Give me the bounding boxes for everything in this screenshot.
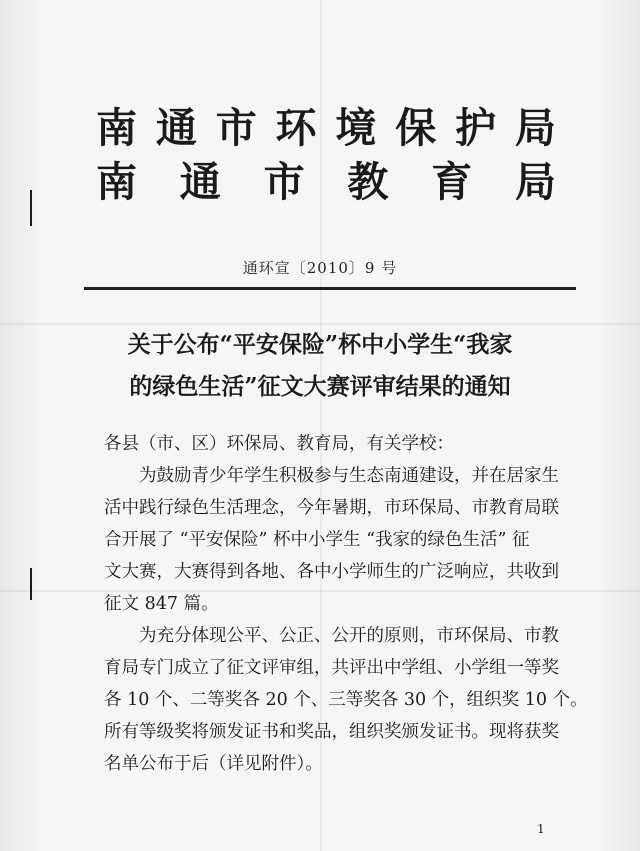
paragraph-2-line: 所有等级奖将颁发证书和奖品，组织奖颁发证书。现将获奖	[104, 722, 559, 742]
paragraph-1-line: 征文 847 篇。	[104, 594, 219, 614]
paragraph-2-line: 为充分体现公平、公正、公开的原则，市环保局、市教	[139, 626, 559, 646]
page-number: 1	[537, 822, 545, 836]
paragraph-2-line: 名单公布于后（详见附件）。	[104, 754, 323, 774]
binding-hole-mark	[30, 190, 32, 226]
binding-hole-mark	[30, 568, 32, 600]
letterhead-char: 局	[514, 158, 556, 206]
letterhead-char: 南	[96, 104, 137, 152]
letterhead-char: 保	[395, 104, 437, 152]
letterhead-char: 境	[335, 104, 377, 152]
document-number: 通环宣〔2010〕9 号	[242, 259, 398, 277]
letterhead-char: 通	[155, 104, 197, 152]
letterhead-char: 通	[179, 158, 221, 206]
paragraph-1-line: 文大赛，大赛得到各地、各中小学师生的广泛响应，共收到	[104, 562, 559, 582]
letterhead-char: 教	[347, 158, 389, 206]
paragraph-2-line: 育局专门成立了征文评审组，共评出中学组、小学组一等奖	[104, 658, 559, 678]
letterhead-char: 市	[215, 104, 257, 152]
paragraph-2-line: 各 10 个、二等奖各 20 个、三等奖各 30 个，组织奖 10 个。	[104, 690, 588, 710]
paragraph-1-line: 活中践行绿色生活理念，今年暑期，市环保局、市教育局联	[104, 498, 559, 518]
letterhead-char: 护	[455, 104, 497, 152]
letterhead-char: 环	[275, 104, 317, 152]
header-divider	[84, 287, 576, 290]
letterhead-char: 局	[514, 104, 556, 152]
letterhead-char: 市	[263, 158, 305, 206]
letterhead-char: 育	[431, 158, 473, 206]
notice-title-line-1: 关于公布“平安保险”杯中小学生“我家	[127, 331, 513, 358]
letterhead-char: 南	[96, 158, 137, 206]
paragraph-1-line: 为鼓励青少年学生积极参与生态南通建设，并在居家生	[139, 466, 559, 486]
paragraph-1-line: 合开展了 “平安保险” 杯中小学生 “我家的绿色生活” 征	[104, 530, 530, 550]
letterhead-line-2	[96, 158, 556, 206]
notice-title-line-2: 的绿色生活”征文大赛评审结果的通知	[129, 373, 511, 400]
letterhead-line-1	[96, 104, 556, 152]
salutation: 各县（市、区）环保局、教育局，有关学校：	[104, 434, 454, 454]
